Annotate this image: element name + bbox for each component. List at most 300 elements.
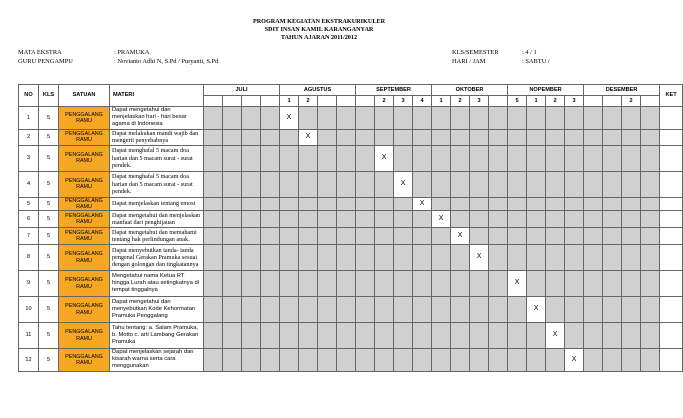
satuan-cell: PENGGALANG RAMU [59,271,110,297]
materi-cell: Dapat menghafal 5 macam doa harian dan 5 macam surat - surat pendek. [110,145,204,171]
week-header-cell: 2 [546,96,565,107]
week-cell [413,129,432,145]
week-cell [508,349,527,372]
week-header-cell: 5 [508,96,527,107]
ket-cell [660,129,683,145]
table-row [19,211,683,228]
week-cell [451,145,470,171]
ket-cell [660,323,683,349]
week-cell [261,349,280,372]
week-cell [356,211,375,228]
week-cell [508,145,527,171]
week-cell [565,245,584,271]
week-cell [337,197,356,210]
week-cell [318,271,337,297]
week-cell [508,323,527,349]
week-cell [394,129,413,145]
week-cell [622,129,641,145]
col-header-no: NO [19,85,39,107]
week-cell [299,145,318,171]
week-cell [299,349,318,372]
week-cell [489,228,508,245]
col-header-satuan: SATUAN [59,85,110,107]
week-cell [565,107,584,130]
week-cell [356,145,375,171]
table-row [19,197,683,210]
col-header-ket: KET [660,85,683,107]
table-row [19,349,683,372]
week-cell [527,129,546,145]
week-cell [508,211,527,228]
week-cell [337,129,356,145]
week-cell [603,271,622,297]
week-cell [299,197,318,210]
week-cell [641,107,660,130]
week-cell [413,349,432,372]
week-cell [584,297,603,323]
row-no-cell: 4 [19,171,39,197]
week-cell [280,297,299,323]
ket-cell [660,211,683,228]
week-cell [527,197,546,210]
week-cell [603,349,622,372]
title-line-2: SDIT INSAN KAMIL KARANGANYAR [264,26,374,33]
row-kls-cell: 5 [39,107,59,130]
week-cell [280,211,299,228]
month-header-row [19,85,683,96]
schedule-mark-cell: X [299,129,318,145]
week-cell [451,349,470,372]
week-cell [527,245,546,271]
week-cell [223,245,242,271]
col-header-materi: MATERI [110,85,204,107]
week-cell [546,211,565,228]
ket-cell [660,171,683,197]
row-kls-cell: 5 [39,129,59,145]
row-no-cell: 9 [19,271,39,297]
week-cell [603,211,622,228]
week-cell [641,245,660,271]
table-row [19,228,683,245]
week-cell [584,323,603,349]
week-cell [451,271,470,297]
week-cell [470,197,489,210]
week-header-cell: 2 [299,96,318,107]
week-cell [451,171,470,197]
week-header-cell: 1 [527,96,546,107]
week-cell [470,129,489,145]
week-header-cell [356,96,375,107]
week-cell [565,145,584,171]
week-cell [508,228,527,245]
week-cell [223,349,242,372]
week-cell [261,211,280,228]
week-cell [470,107,489,130]
week-cell [375,107,394,130]
ket-cell [660,145,683,171]
row-kls-cell: 5 [39,349,59,372]
week-cell [375,129,394,145]
week-cell [204,323,223,349]
week-cell [299,323,318,349]
row-kls-cell: 5 [39,145,59,171]
week-cell [318,171,337,197]
week-cell [546,271,565,297]
row-no-cell: 3 [19,145,39,171]
week-cell [565,211,584,228]
table-row [19,129,683,145]
week-cell [242,129,261,145]
week-cell [641,297,660,323]
week-cell [204,145,223,171]
week-cell [470,323,489,349]
week-cell [413,107,432,130]
week-cell [394,323,413,349]
week-cell [622,107,641,130]
week-cell [603,145,622,171]
week-cell [584,107,603,130]
week-cell [489,145,508,171]
week-cell [508,171,527,197]
week-cell [489,323,508,349]
week-cell [375,245,394,271]
week-cell [470,297,489,323]
row-no-cell: 8 [19,245,39,271]
week-cell [527,107,546,130]
week-cell [318,228,337,245]
week-cell [204,228,223,245]
week-cell [489,197,508,210]
week-header-cell: 2 [375,96,394,107]
week-cell [356,107,375,130]
week-cell [584,211,603,228]
ket-cell [660,107,683,130]
week-cell [204,129,223,145]
week-cell [337,271,356,297]
week-cell [413,171,432,197]
week-cell [318,245,337,271]
week-cell [527,145,546,171]
week-cell [242,349,261,372]
table-row [19,171,683,197]
week-cell [318,145,337,171]
week-cell [375,228,394,245]
satuan-cell: PENGGALANG RAMU [59,129,110,145]
week-cell [280,349,299,372]
week-cell [375,211,394,228]
week-cell [622,211,641,228]
meta-value-hari: : SABTU / [522,58,550,65]
week-header-cell [318,96,337,107]
week-cell [432,171,451,197]
week-cell [603,323,622,349]
week-cell [242,245,261,271]
week-cell [204,245,223,271]
table-row [19,107,683,130]
week-cell [280,228,299,245]
satuan-cell: PENGGALANG RAMU [59,297,110,323]
week-cell [622,297,641,323]
schedule-mark-cell: X [375,145,394,171]
week-cell [527,171,546,197]
ket-cell [660,245,683,271]
week-cell [375,271,394,297]
week-cell [432,107,451,130]
week-cell [356,349,375,372]
week-cell [356,171,375,197]
week-cell [261,271,280,297]
week-cell [603,107,622,130]
materi-cell: Dapat menjelaskan sejarah dan kisarah warna serta cara menggunakan [110,349,204,372]
week-header-cell [603,96,622,107]
week-cell [546,197,565,210]
meta-value-mata-ekstra: : PRAMUKA [114,49,150,56]
week-cell [641,323,660,349]
week-cell [565,129,584,145]
week-cell [337,145,356,171]
week-cell [223,129,242,145]
week-cell [470,145,489,171]
week-cell [451,323,470,349]
week-cell [261,107,280,130]
week-cell [261,323,280,349]
week-cell [318,297,337,323]
week-cell [261,297,280,323]
week-cell [603,297,622,323]
week-cell [204,349,223,372]
week-cell [546,297,565,323]
week-header-cell [242,96,261,107]
week-cell [546,145,565,171]
week-cell [432,145,451,171]
week-cell [565,323,584,349]
week-cell [622,145,641,171]
week-cell [603,197,622,210]
week-cell [394,145,413,171]
satuan-cell: PENGGALANG RAMU [59,349,110,372]
week-cell [356,197,375,210]
month-header-desember: DESEMBER [584,85,660,96]
week-cell [337,171,356,197]
month-header-nopember: NOPEMBER [508,85,584,96]
week-cell [242,228,261,245]
week-cell [546,228,565,245]
week-cell [527,323,546,349]
schedule-mark-cell: X [470,245,489,271]
week-cell [318,349,337,372]
week-cell [489,107,508,130]
schedule-mark-cell: X [413,197,432,210]
week-cell [318,129,337,145]
week-cell [394,211,413,228]
week-cell [337,297,356,323]
week-cell [413,211,432,228]
week-cell [546,245,565,271]
table-row [19,297,683,323]
week-cell [280,145,299,171]
week-cell [356,297,375,323]
meta-label-hari: HARI / JAM [452,58,486,65]
week-cell [394,271,413,297]
week-cell [204,211,223,228]
week-cell [223,323,242,349]
row-kls-cell: 5 [39,228,59,245]
row-kls-cell: 5 [39,211,59,228]
week-cell [508,107,527,130]
week-cell [546,349,565,372]
row-kls-cell: 5 [39,245,59,271]
week-cell [413,297,432,323]
week-cell [413,145,432,171]
week-cell [432,349,451,372]
meta-label-kelas: KLS/SEMESTER [452,49,499,56]
satuan-cell: PENGGALANG RAMU [59,107,110,130]
schedule-mark-cell: X [432,211,451,228]
week-cell [299,211,318,228]
week-cell [489,245,508,271]
month-header-juli: JULI [204,85,280,96]
title-line-1: PROGRAM KEGIATAN EKSTRAKURIKULER [252,18,386,25]
satuan-cell: PENGGALANG RAMU [59,145,110,171]
row-no-cell: 2 [19,129,39,145]
week-cell [470,211,489,228]
week-cell [622,323,641,349]
ket-cell [660,349,683,372]
week-cell [622,271,641,297]
week-cell [432,297,451,323]
week-cell [318,107,337,130]
week-cell [508,129,527,145]
row-kls-cell: 5 [39,271,59,297]
week-cell [299,171,318,197]
satuan-cell: PENGGALANG RAMU [59,228,110,245]
satuan-cell: PENGGALANG RAMU [59,211,110,228]
week-cell [527,349,546,372]
week-cell [622,197,641,210]
week-cell [299,107,318,130]
ket-cell [660,228,683,245]
week-cell [508,297,527,323]
week-cell [261,171,280,197]
materi-cell: Dapat mengetahui dan menjelaskan manfaat dari penghijauan [110,211,204,228]
schedule-mark-cell: X [451,228,470,245]
week-cell [451,197,470,210]
schedule-mark-cell: X [280,107,299,130]
row-kls-cell: 5 [39,323,59,349]
week-cell [337,245,356,271]
ket-cell [660,297,683,323]
ket-cell [660,271,683,297]
week-cell [432,228,451,245]
row-kls-cell: 5 [39,197,59,210]
row-kls-cell: 5 [39,171,59,197]
week-cell [489,297,508,323]
week-cell [280,323,299,349]
week-cell [394,228,413,245]
materi-cell: Dapat melakukan mandi wajib dan mengerti penyebabnya [110,129,204,145]
week-cell [299,297,318,323]
week-cell [394,107,413,130]
week-cell [223,271,242,297]
ket-cell [660,197,683,210]
week-cell [451,129,470,145]
week-cell [603,245,622,271]
week-cell [432,197,451,210]
schedule-mark-cell: X [565,349,584,372]
week-cell [299,228,318,245]
week-cell [280,171,299,197]
week-cell [622,245,641,271]
week-cell [584,171,603,197]
month-header-september: SEPTEMBER [356,85,432,96]
table-row [19,323,683,349]
week-header-cell [489,96,508,107]
week-cell [641,228,660,245]
month-header-agustus: AGUSTUS [280,85,356,96]
week-cell [337,228,356,245]
row-no-cell: 6 [19,211,39,228]
week-cell [470,228,489,245]
week-cell [242,323,261,349]
week-cell [622,171,641,197]
week-cell [527,211,546,228]
week-cell [356,245,375,271]
week-cell [451,107,470,130]
week-cell [432,245,451,271]
week-cell [261,245,280,271]
week-cell [375,323,394,349]
week-cell [641,129,660,145]
schedule-mark-cell: X [394,171,413,197]
materi-cell: Dapat mengetahui dan menyebutkan Kode Kehormatan Pramuka Penggalang [110,297,204,323]
week-cell [489,349,508,372]
schedule-mark-cell: X [508,271,527,297]
week-cell [584,145,603,171]
week-cell [356,129,375,145]
week-cell [280,271,299,297]
week-cell [394,349,413,372]
table-row [19,245,683,271]
week-cell [432,129,451,145]
week-cell [432,271,451,297]
week-cell [356,271,375,297]
week-cell [223,197,242,210]
row-kls-cell: 5 [39,297,59,323]
materi-cell: Mengetahui nama Ketua RT hingga Lurah atau setingkatnya di tempat tinggalnya [110,271,204,297]
row-no-cell: 11 [19,323,39,349]
week-cell [413,228,432,245]
row-no-cell: 7 [19,228,39,245]
week-cell [223,297,242,323]
week-cell [261,129,280,145]
week-cell [242,171,261,197]
materi-cell: Dapat mengetahui dan menjelaskan hari - hari besar agama di Indonesia [110,107,204,130]
materi-cell: Dapat menghafal 5 macam doa harian dan 5 macam surat - surat pendek. [110,171,204,197]
week-cell [204,171,223,197]
week-cell [242,297,261,323]
schedule-table [18,84,683,372]
week-cell [527,228,546,245]
week-header-cell: 3 [394,96,413,107]
week-cell [337,349,356,372]
week-cell [375,349,394,372]
satuan-cell: PENGGALANG RAMU [59,197,110,210]
meta-label-mata-ekstra: MATA EKSTRA [18,49,62,56]
week-cell [223,171,242,197]
schedule-mark-cell: X [546,323,565,349]
week-cell [489,211,508,228]
week-cell [280,197,299,210]
